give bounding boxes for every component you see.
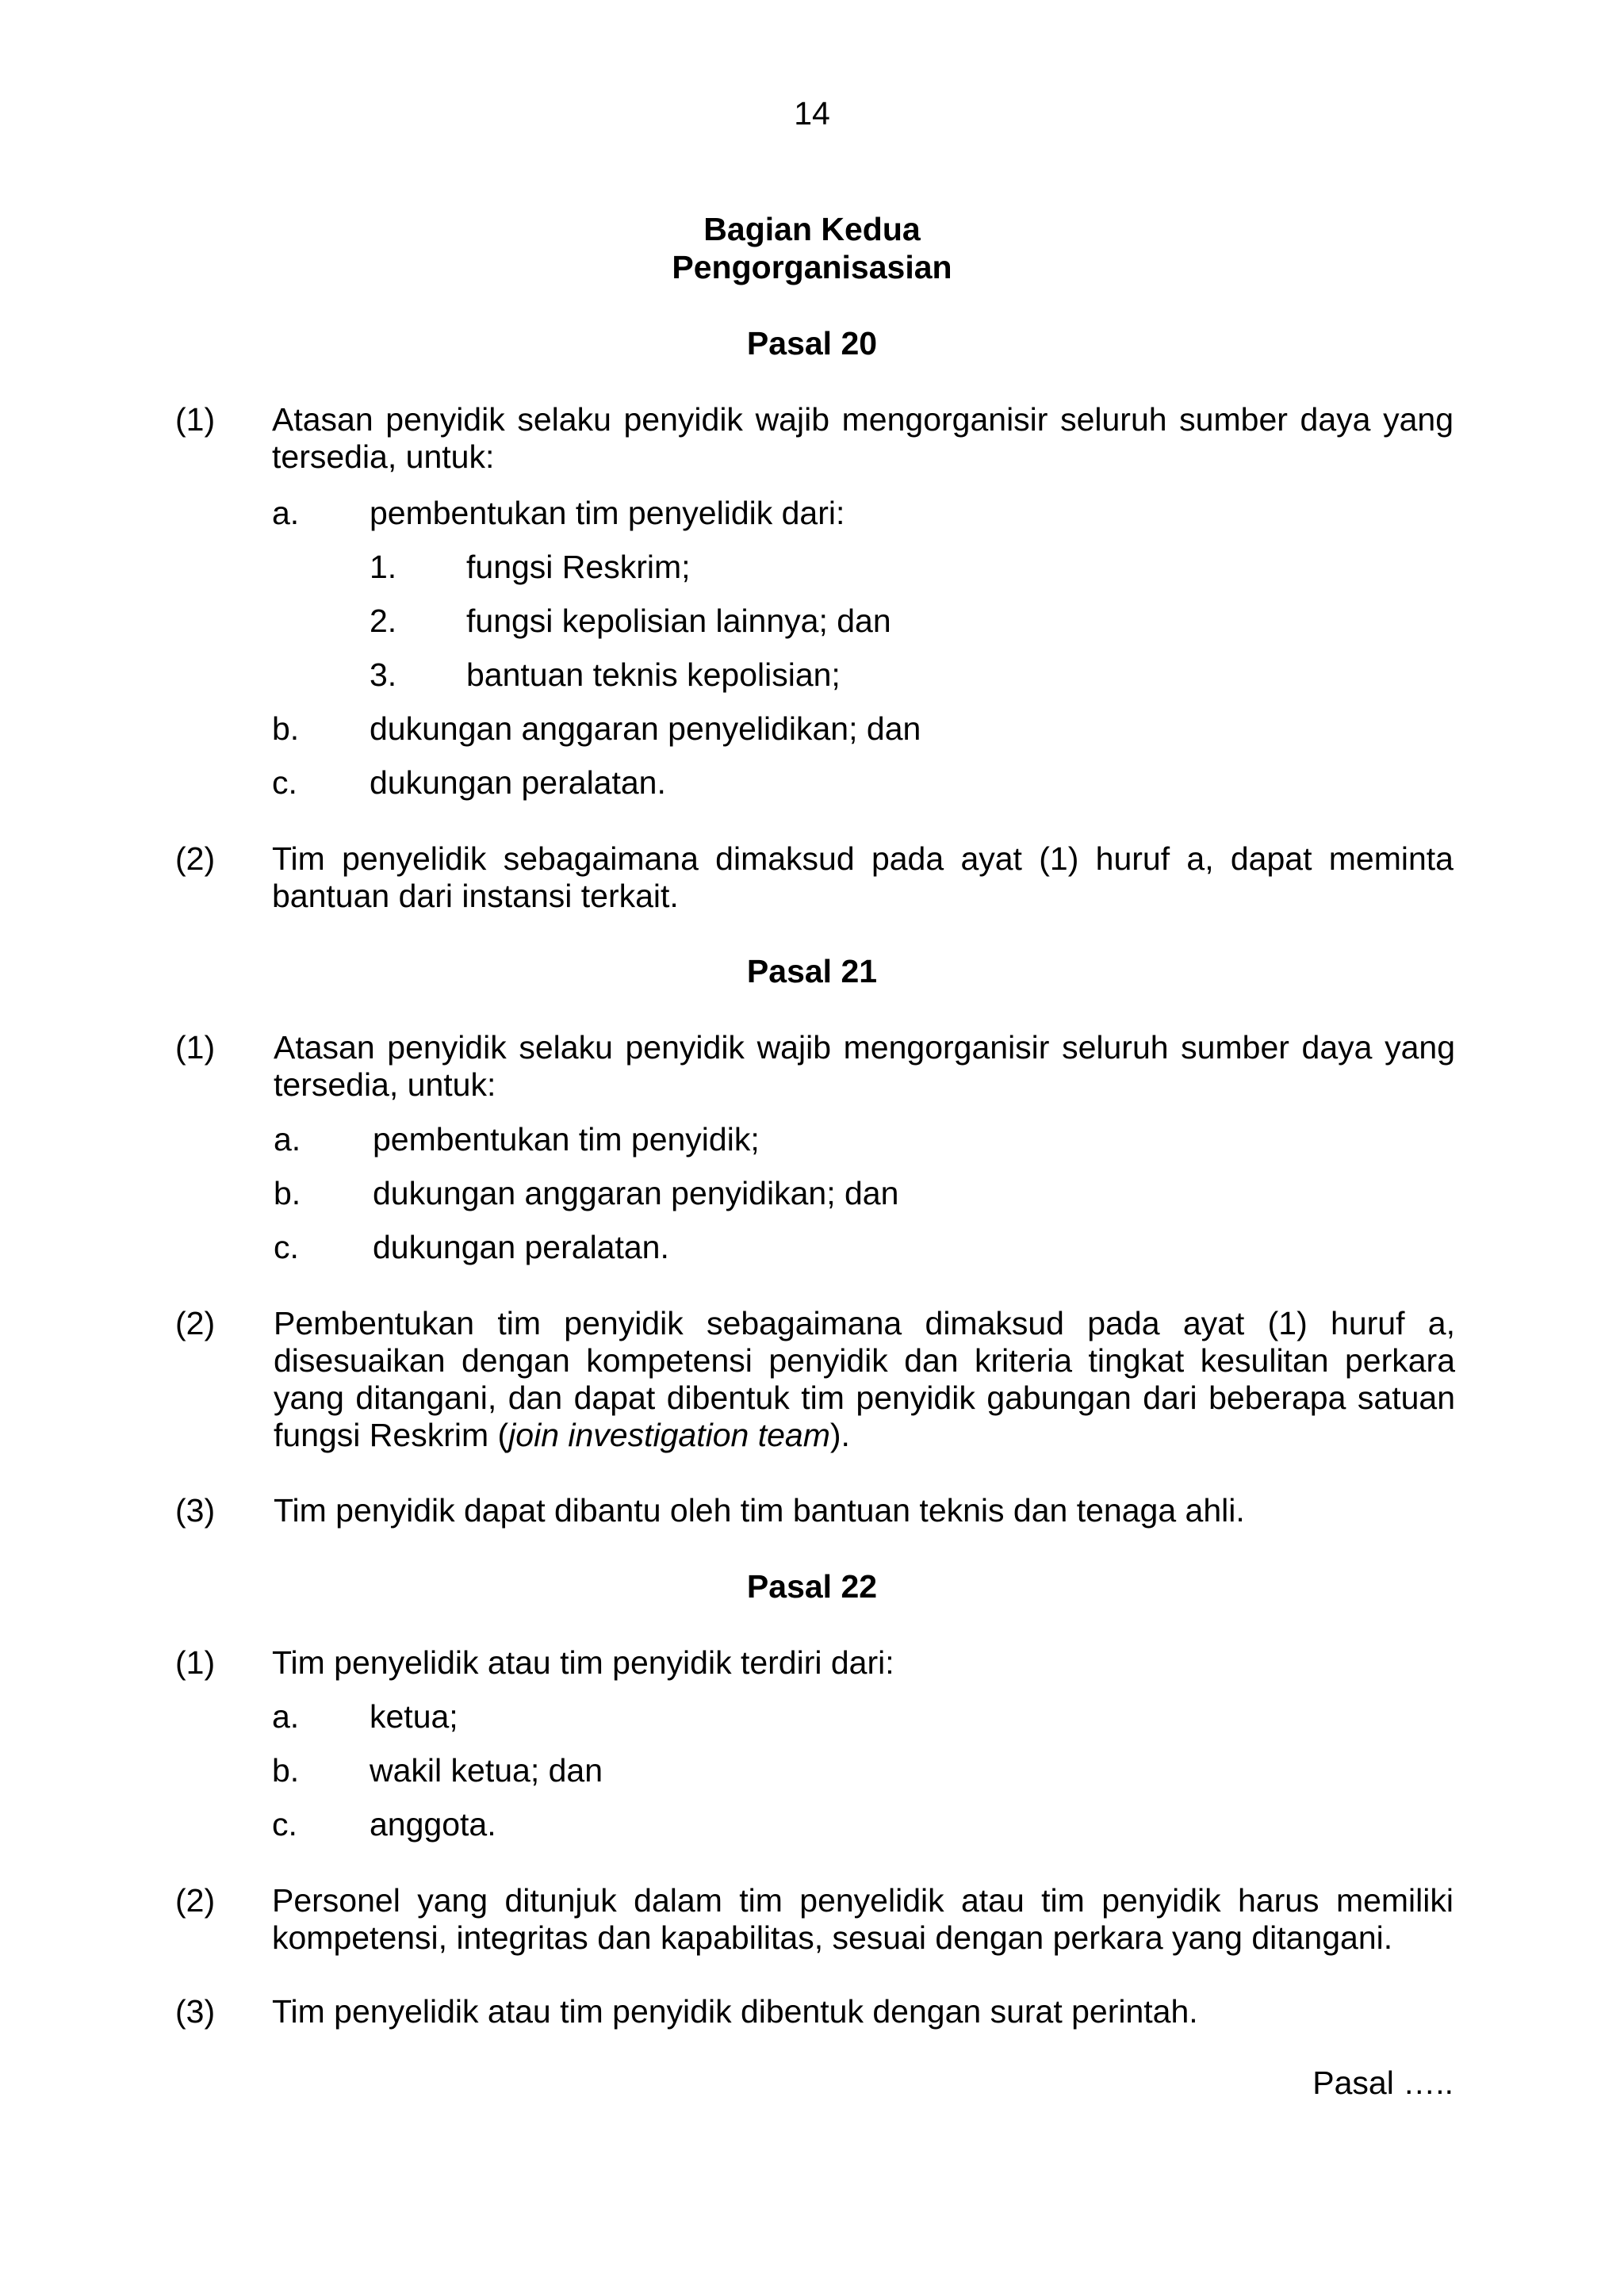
section-part-heading: Bagian Kedua <box>703 211 921 247</box>
list-item-text: pembentukan tim penyelidik dari: <box>370 495 845 531</box>
sub-item-text: bantuan teknis kepolisian; <box>466 656 841 693</box>
pasal-21-ayat-2-number: (2) <box>175 1305 216 1341</box>
pasal-22-ayat-2-line-1: Personel yang ditunjuk dalam tim penyelidik atau tim penyidik harus memiliki <box>272 1882 1454 1919</box>
sub-item-marker: 1. <box>370 549 397 585</box>
pasal-20-ayat-1-number: (1) <box>175 401 216 438</box>
pasal-22-ayat-1-text: Tim penyelidik atau tim penyidik terdiri dari: <box>272 1644 894 1681</box>
pasal-21-title: Pasal 21 <box>746 953 878 989</box>
pasal-21-ayat-2-line-2: disesuaikan dengan kompetensi penyidik dan kriteria tingkat kesulitan perkara <box>274 1342 1455 1379</box>
pasal-20-ayat-2-text <box>272 840 1454 915</box>
list-item-marker: b. <box>272 710 300 747</box>
list-item-marker: b. <box>274 1175 301 1211</box>
pasal-21-ayat-2-text <box>274 1305 1455 1454</box>
list-item-text: dukungan peralatan. <box>370 764 666 801</box>
list-item-text: pembentukan tim penyidik; <box>373 1121 760 1158</box>
pasal-22-ayat-2-number: (2) <box>175 1882 216 1919</box>
pasal-22-ayat-2-text <box>272 1882 1454 1957</box>
next-page-marker: Pasal ….. <box>1312 2064 1454 2101</box>
pasal-21-ayat-2-line-4-start: fungsi Reskrim ( <box>274 1417 509 1453</box>
list-item-text: dukungan anggaran penyidikan; dan <box>373 1175 899 1211</box>
pasal-20-ayat-2-line-1: Tim penyelidik sebagaimana dimaksud pada ayat (1) huruf a, dapat meminta <box>272 840 1454 877</box>
sub-item-marker: 3. <box>370 656 397 693</box>
pasal-21-ayat-2-line-4-end: ). <box>829 1417 850 1453</box>
pasal-20-ayat-2-line-2: bantuan dari instansi terkait. <box>272 878 679 914</box>
section-title-heading: Pengorganisasian <box>672 249 952 285</box>
sub-item-text: fungsi kepolisian lainnya; dan <box>466 603 891 639</box>
pasal-22-ayat-2-line-2: kompetensi, integritas dan kapabilitas, sesuai dengan perkara yang ditangani. <box>272 1919 1393 1956</box>
pasal-22-title: Pasal 22 <box>746 1568 878 1605</box>
page-number: 14 <box>794 95 830 132</box>
list-item-text: ketua; <box>370 1698 458 1735</box>
pasal-22-ayat-3-number: (3) <box>175 1993 216 2030</box>
pasal-21-ayat-3-text: Tim penyidik dapat dibantu oleh tim bantuan teknis dan tenaga ahli. <box>274 1492 1245 1529</box>
pasal-21-ayat-1-number: (1) <box>175 1029 216 1066</box>
pasal-21-ayat-2-line-4 <box>274 1417 1455 1454</box>
list-item-marker: c. <box>274 1229 299 1265</box>
pasal-21-ayat-1-line-2: tersedia, untuk: <box>274 1066 496 1103</box>
list-item-text: anggota. <box>370 1806 496 1843</box>
pasal-21-ayat-3-number: (3) <box>175 1492 216 1529</box>
pasal-20-ayat-1-text <box>272 401 1454 476</box>
pasal-22-ayat-1-number: (1) <box>175 1644 216 1681</box>
sub-item-marker: 2. <box>370 603 397 639</box>
join-investigation-team-term: join investigation team <box>508 1417 830 1453</box>
list-item-marker: a. <box>272 495 300 531</box>
list-item-marker: c. <box>272 764 297 801</box>
pasal-20-ayat-1-line-1: Atasan penyidik selaku penyidik wajib mengorganisir seluruh sumber daya yang <box>272 401 1454 438</box>
list-item-marker: c. <box>272 1806 297 1843</box>
pasal-20-ayat-1-line-2: tersedia, untuk: <box>272 438 495 475</box>
pasal-20-ayat-2-number: (2) <box>175 840 216 877</box>
list-item-marker: a. <box>274 1121 301 1158</box>
pasal-21-ayat-1-text <box>274 1029 1455 1104</box>
list-item-text: wakil ketua; dan <box>370 1752 603 1789</box>
pasal-21-ayat-1-line-1: Atasan penyidik selaku penyidik wajib mengorganisir seluruh sumber daya yang <box>274 1029 1455 1066</box>
pasal-22-ayat-3-text: Tim penyelidik atau tim penyidik dibentuk dengan surat perintah. <box>272 1993 1198 2030</box>
list-item-text: dukungan peralatan. <box>373 1229 669 1265</box>
list-item-marker: a. <box>272 1698 300 1735</box>
list-item-text: dukungan anggaran penyelidikan; dan <box>370 710 921 747</box>
pasal-20-title: Pasal 20 <box>746 325 878 362</box>
list-item-marker: b. <box>272 1752 300 1789</box>
sub-item-text: fungsi Reskrim; <box>466 549 691 585</box>
pasal-21-ayat-2-line-3: yang ditangani, dan dapat dibentuk tim penyidik gabungan dari beberapa satuan <box>274 1380 1455 1416</box>
pasal-21-ayat-2-line-1: Pembentukan tim penyidik sebagaimana dimaksud pada ayat (1) huruf a, <box>274 1305 1455 1341</box>
